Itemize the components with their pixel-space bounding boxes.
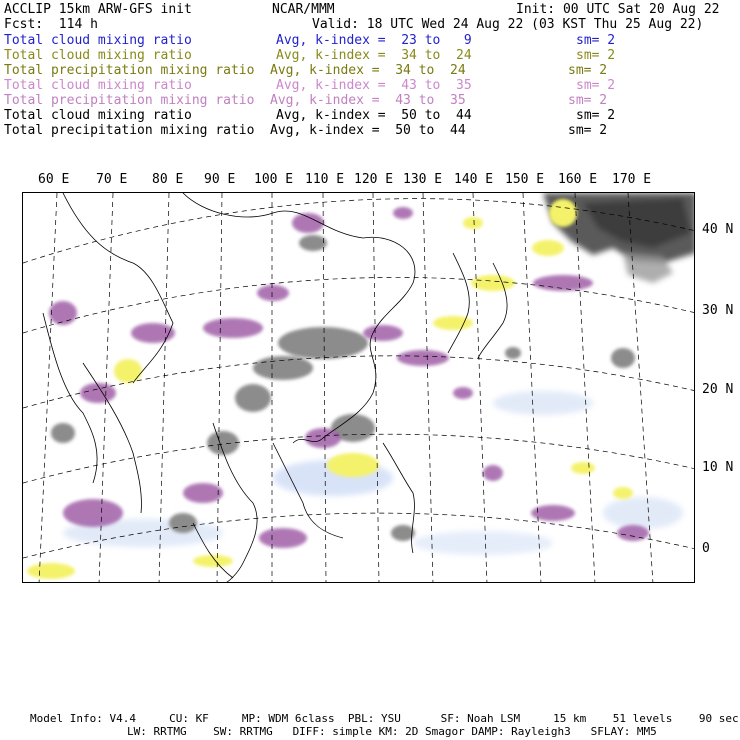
legend-field-3: Total precipitation mixing ratio [4,63,255,78]
lon-label-100e: 100 E [254,172,294,187]
init-time: Init: 00 UTC Sat 20 Aug 22 [516,2,720,17]
model-info-line-2: LW: RRTMG SW: RRTMG DIFF: simple KM: 2D Smagor DAMP: Rayleigh3 SFLAY: MM5 [127,725,657,738]
lon-label-160e: 160 E [558,172,598,187]
legend-field-2: Total cloud mixing ratio [4,48,192,63]
legend-avg-7: Avg, k-index = 50 to 44 [270,123,466,138]
legend-sm-4: sm= 2 [576,78,616,93]
lon-label-170e: 170 E [612,172,652,187]
legend-field-5: Total precipitation mixing ratio [4,93,255,108]
legend-sm-1: sm= 2 [576,33,616,48]
legend-avg-6: Avg, k-index = 50 to 44 [276,108,472,123]
lat-label-30n: 30 N [702,303,734,318]
legend-sm-5: sm= 2 [568,93,608,108]
legend-sm-3: sm= 2 [568,63,608,78]
lat-label-20n: 20 N [702,382,734,397]
lon-label-70e: 70 E [96,172,128,187]
legend-field-1: Total cloud mixing ratio [4,33,192,48]
legend-sm-7: sm= 2 [568,123,608,138]
legend-field-6: Total cloud mixing ratio [4,108,192,123]
org-label: NCAR/MMM [272,2,335,17]
legend-avg-4: Avg, k-index = 43 to 35 [276,78,472,93]
lat-label-40n: 40 N [702,222,734,237]
legend-avg-5: Avg, k-index = 43 to 35 [270,93,466,108]
map-panel [22,192,695,583]
legend-sm-6: sm= 2 [576,108,616,123]
valid-time: Valid: 18 UTC Wed 24 Aug 22 (03 KST Thu 25 Aug 22) [312,17,704,32]
lon-label-60e: 60 E [38,172,70,187]
forecast-hour: Fcst: 114 h [4,17,98,32]
legend-avg-2: Avg, k-index = 34 to 24 [276,48,472,63]
legend-sm-2: sm= 2 [576,48,616,63]
legend-field-7: Total precipitation mixing ratio [4,123,255,138]
lat-label-10n: 10 N [702,460,734,475]
lon-label-90e: 90 E [204,172,236,187]
lon-label-80e: 80 E [152,172,184,187]
lon-label-130e: 130 E [403,172,443,187]
legend-avg-1: Avg, k-index = 23 to 9 [276,33,472,48]
lon-label-150e: 150 E [505,172,545,187]
lat-label-0: 0 [702,541,710,556]
legend-field-4: Total cloud mixing ratio [4,78,192,93]
lon-label-140e: 140 E [454,172,494,187]
plot-title: ACCLIP 15km ARW-GFS init [4,2,192,17]
lon-label-120e: 120 E [354,172,394,187]
legend-avg-3: Avg, k-index = 34 to 24 [270,63,466,78]
model-info-line-1: Model Info: V4.4 CU: KF MP: WDM 6class PBL: YSU SF: Noah LSM 15 km 51 levels 90 sec [30,712,739,725]
lon-label-110e: 110 E [305,172,345,187]
map-graphic [23,193,695,583]
